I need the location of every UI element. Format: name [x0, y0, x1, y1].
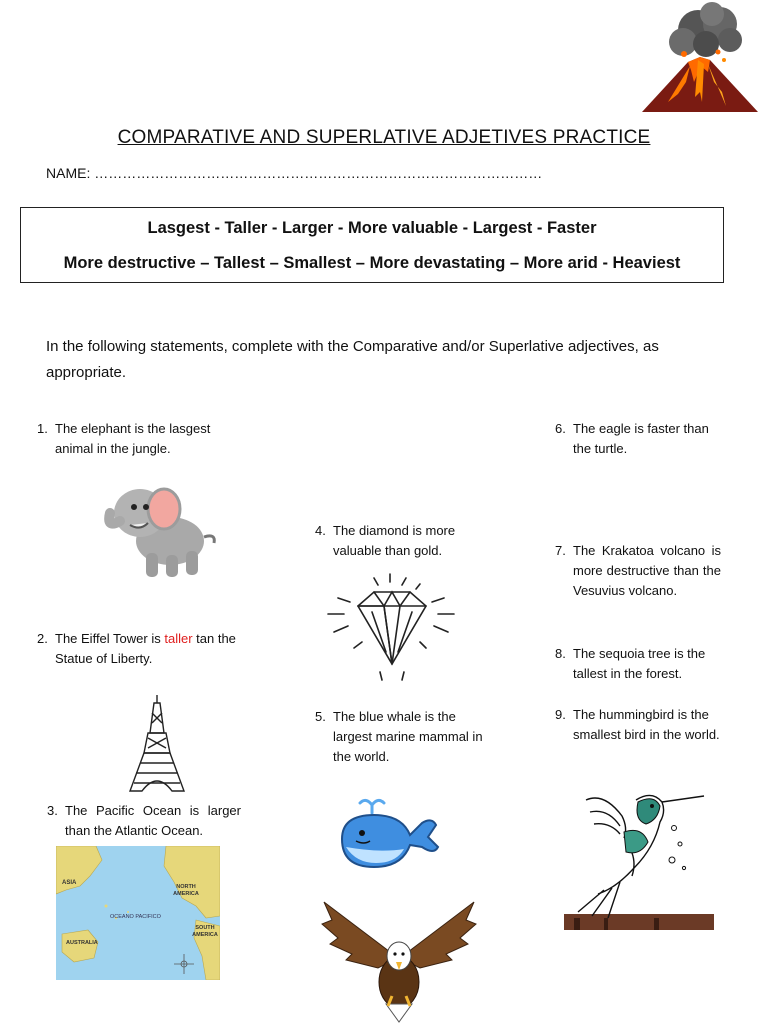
- question-number: 9.: [555, 707, 566, 722]
- pacific-map-image: [56, 846, 220, 980]
- elephant-image: [100, 483, 222, 583]
- question-text: The sequoia tree is the tallest in the forest.: [573, 646, 706, 681]
- map-label-north-america: NORTH AMERICA: [173, 884, 199, 897]
- word-bank-line-1: Lasgest - Taller - Larger - More valuable - Largest - Faster: [147, 219, 597, 237]
- question-number: 1.: [37, 421, 48, 436]
- question-7: [555, 541, 721, 601]
- question-6: [555, 419, 723, 459]
- question-9: [555, 705, 723, 745]
- question-8: [555, 644, 723, 684]
- question-3: [47, 801, 241, 841]
- word-bank-box: [20, 207, 724, 283]
- question-text: The blue whale is the largest marine mammal in the world.: [333, 709, 483, 764]
- answer-highlight: taller: [164, 631, 193, 646]
- question-text: The hummingbird is the smallest bird in the world.: [573, 707, 720, 742]
- question-number: 8.: [555, 646, 566, 661]
- map-label-pacific: OCEANO PACIFICO: [110, 914, 161, 920]
- question-number: 2.: [37, 631, 48, 646]
- question-text: The eagle is faster than the turtle.: [573, 421, 709, 456]
- volcano-image: [638, 2, 766, 116]
- instructions: In the following statements, complete with the Comparative and/or Superlative adjectives, as appropriate.: [46, 338, 659, 381]
- question-1: [37, 419, 235, 459]
- eiffel-tower-image: [124, 693, 190, 793]
- page-title: COMPARATIVE AND SUPERLATIVE ADJETIVES PRACTICE: [117, 127, 651, 148]
- question-text-after: tan the Statue of Liberty.: [55, 631, 236, 666]
- whale-image: [336, 795, 442, 871]
- question-5: [315, 707, 483, 767]
- map-label-asia: ASIA: [62, 880, 77, 886]
- map-label-australia: AUSTRALIA: [66, 940, 98, 946]
- question-number: 7.: [555, 543, 566, 558]
- question-number: 6.: [555, 421, 566, 436]
- map-label-south-america: SOUTH AMERICA: [192, 925, 218, 938]
- question-text: The elephant is the lasgest animal in the jungle.: [55, 421, 211, 456]
- question-text: The diamond is more valuable than gold.: [333, 523, 456, 558]
- name-field[interactable]: NAME: ……………………………………………………………………………………: [46, 165, 543, 181]
- hummingbird-image: [564, 772, 714, 930]
- question-text: The Krakatoa volcano is more destructive than the Vesuvius volcano.: [573, 543, 721, 598]
- question-text-before: The Eiffel Tower is: [55, 631, 165, 646]
- question-text: The Pacific Ocean is larger than the Atlantic Ocean.: [65, 803, 241, 838]
- eagle-image: [318, 898, 480, 1024]
- question-number: 5.: [315, 709, 326, 724]
- question-2: [37, 629, 245, 669]
- word-bank-line-2: More destructive – Tallest – Smallest – More devastating – More arid - Heaviest: [63, 254, 681, 272]
- question-number: 3.: [47, 803, 58, 818]
- question-4: [315, 521, 483, 561]
- diamond-image: [324, 572, 458, 684]
- question-number: 4.: [315, 523, 326, 538]
